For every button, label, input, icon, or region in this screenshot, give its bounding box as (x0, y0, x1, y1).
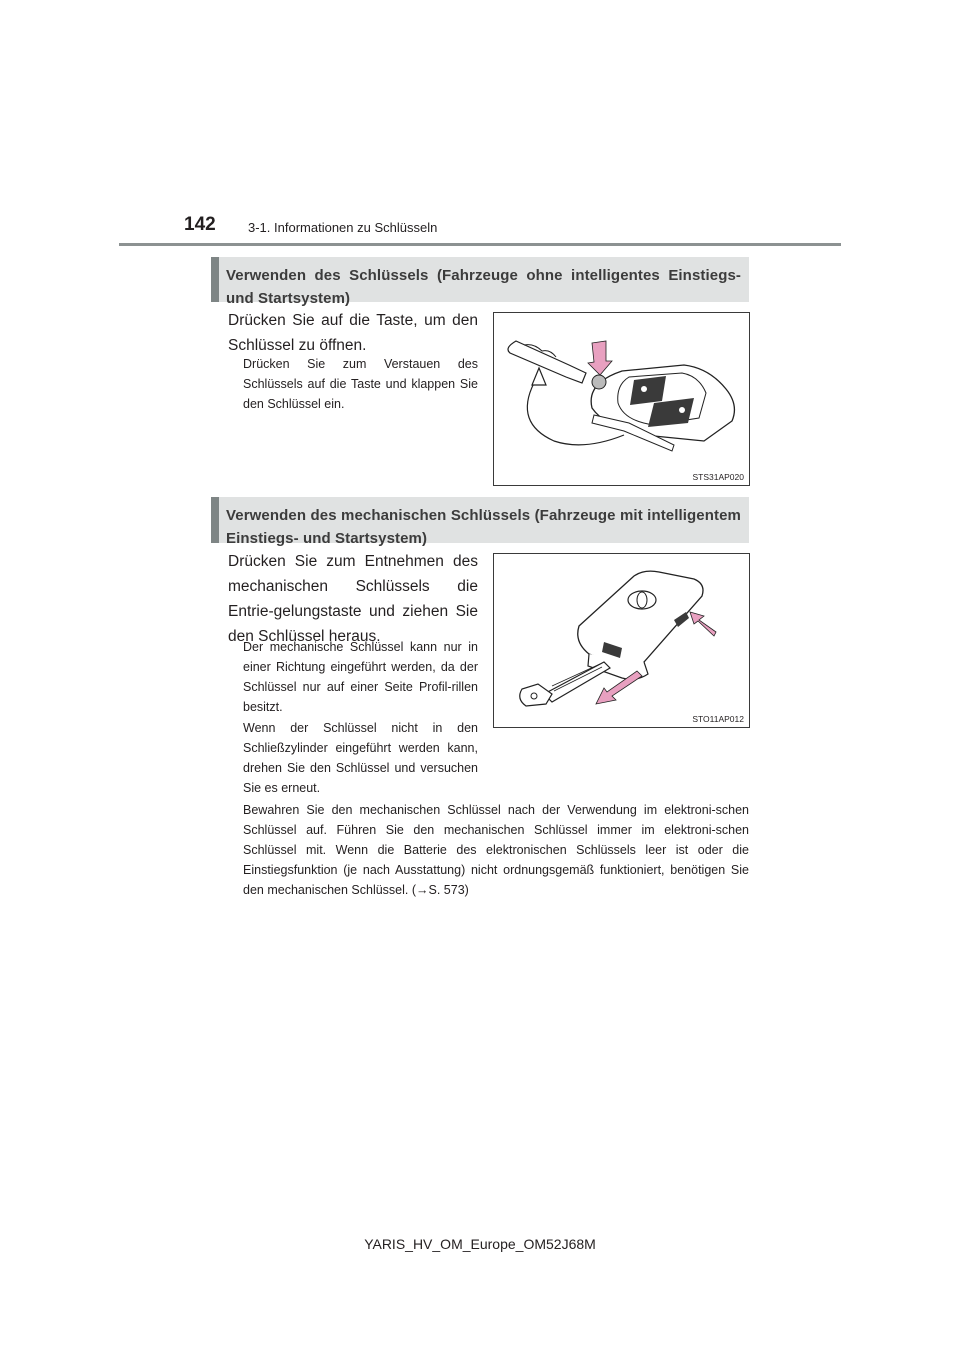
flip-key-illustration (494, 313, 749, 485)
note-4: Bewahren Sie den mechanischen Schlüssel nach der Verwendung im elektroni-schen Schlüssel auf. Führen Sie den mechanischen Schlüssel immer im elektroni-schen Schlüssel mit. Wenn die Batterie des elektronischen Schlüssels leer ist oder die Einstiegsfunktion (je nach Ausstattung) nicht ordnungsgemäß funktioniert, benötigen Sie den mechanischen Schlüssel. (→S. 573) (243, 803, 749, 897)
instruction-text-2: Drücken Sie zum Entnehmen des mechanischen Schlüssels die Entrie-gelungstaste und ziehen Sie den Schlüssel heraus. (228, 553, 478, 645)
note-3: Wenn der Schlüssel nicht in den Schließzylinder eingeführt werden kann, drehen Sie den Schlüssel und versuchen Sie es erneut. (243, 721, 478, 795)
section-heading-1: Verwenden des Schlüssels (Fahrzeuge ohne intelligentes Einstiegs- und Startsystem) (211, 257, 749, 302)
note-1: Drücken Sie zum Verstauen des Schlüssels auf die Taste und klappen Sie den Schlüssel ein. (243, 357, 478, 411)
instruction-text-1: Drücken Sie auf die Taste, um den Schlüssel zu öffnen. (228, 312, 478, 354)
section-heading-2: Verwenden des mechanischen Schlüssels (Fahrzeuge mit intelligentem Einstiegs- und Startsystem) (211, 497, 749, 543)
footer-doc-id: YARIS_HV_OM_Europe_OM52J68M (364, 1236, 596, 1252)
page-number: 142 (184, 214, 216, 235)
header-rule (119, 243, 841, 246)
figure-code-2: STO11AP012 (692, 714, 744, 724)
flip-key-figure (493, 312, 750, 486)
smart-key-illustration (494, 554, 749, 727)
figure-code-1: STS31AP020 (692, 472, 744, 482)
section-title: 3-1. Informationen zu Schlüsseln (248, 220, 438, 235)
note-2: Der mechanische Schlüssel kann nur in einer Richtung eingeführt werden, da der Schlüssel nur auf einer Seite Profil-rillen besitzt. (243, 640, 478, 714)
smart-key-figure (493, 553, 750, 728)
footer (0, 1236, 960, 1252)
